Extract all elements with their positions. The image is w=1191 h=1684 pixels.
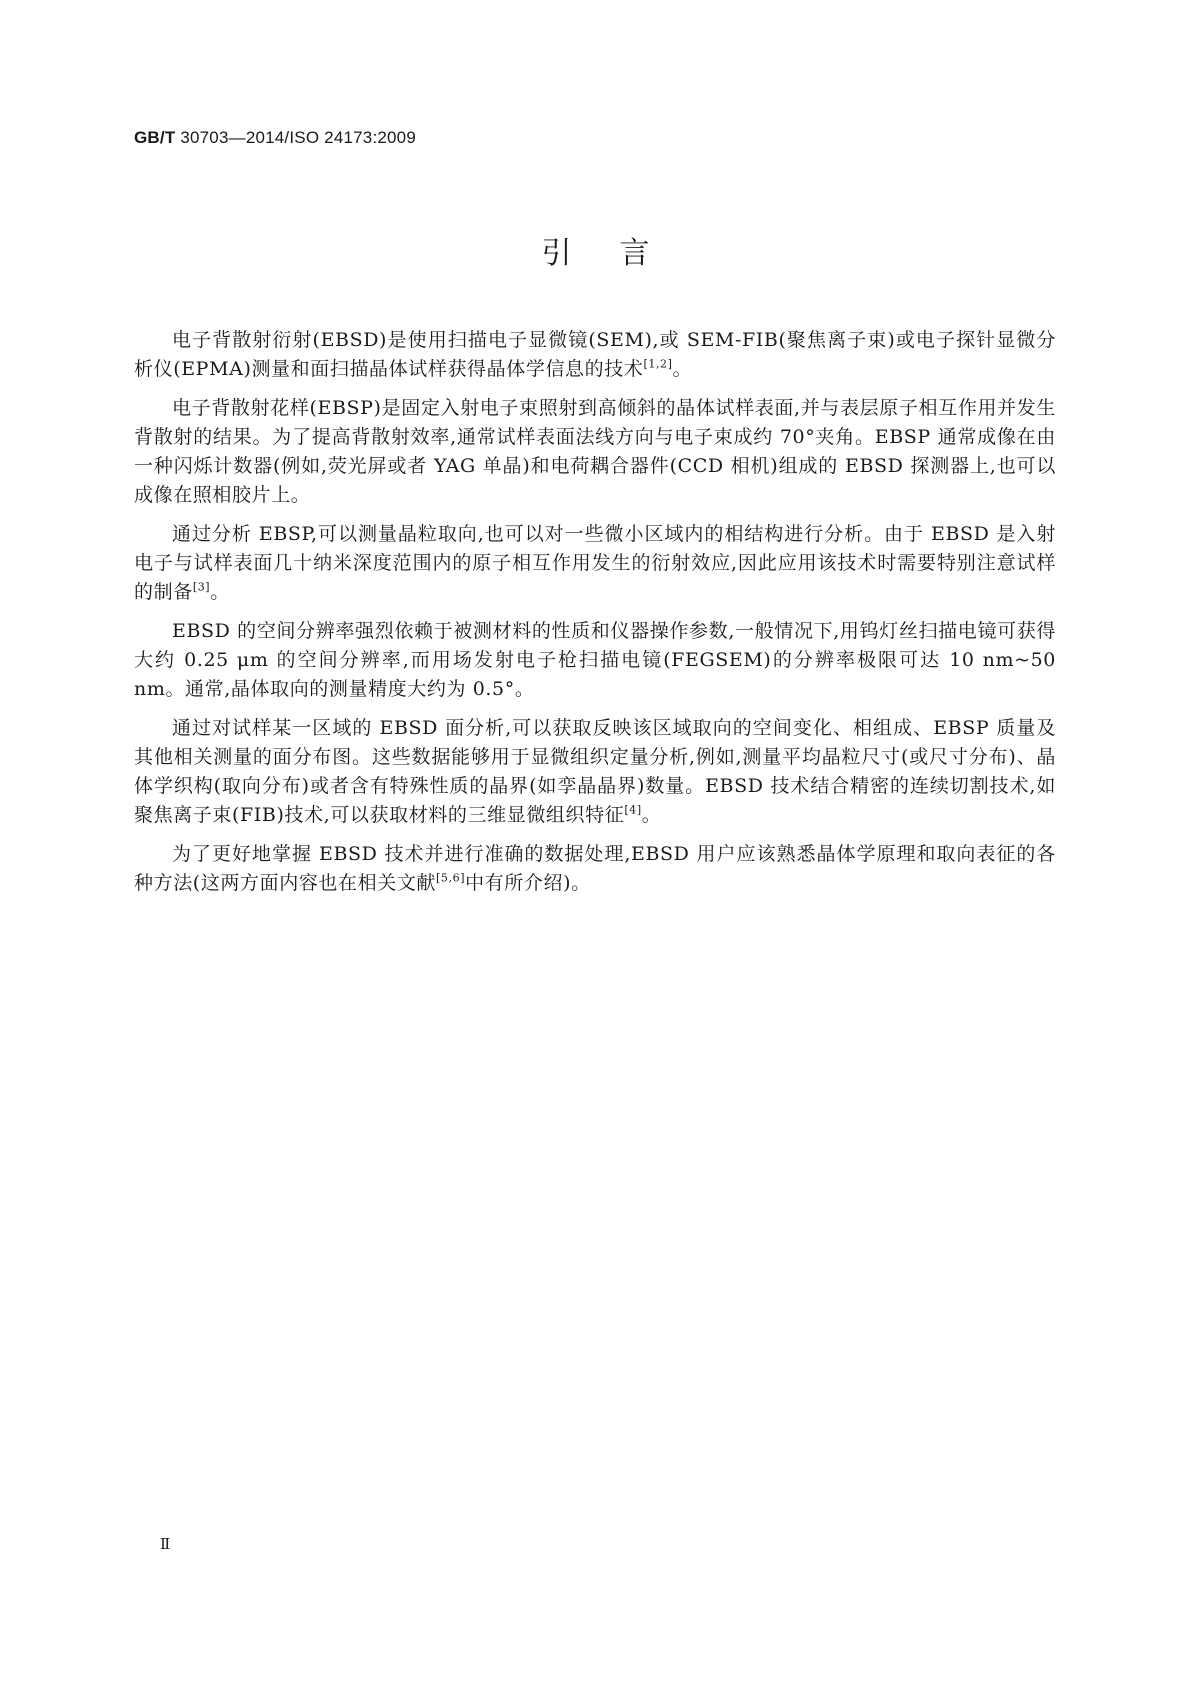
introduction-body <box>134 326 1056 908</box>
page-title: 引言 <box>541 236 698 271</box>
standard-number-rest: 30703—2014/ISO 24173:2009 <box>175 128 416 147</box>
paragraph <box>134 840 1056 898</box>
paragraph <box>134 714 1056 830</box>
paragraph-text: 通过分析 EBSP,可以测量晶粒取向,也可以对一些微小区域内的相结构进行分析。由于 EBSD 是入射电子与试样表面几十纳米深度范围内的原子相互作用发生的衍射效应,因此应用该技术时需要特别注意试样的制备 <box>134 523 1056 603</box>
paragraph-text: EBSD 的空间分辨率强烈依赖于被测材料的性质和仪器操作参数,一般情况下,用钨灯丝扫描电镜可获得大约 0.25 μm 的空间分辨率,而用场发射电子枪扫描电镜(FEGSEM)的分辨率极限可达 10 nm~50 nm。通常,晶体取向的测量精度大约为 0.5°。 <box>134 620 1056 700</box>
reference-citation: [3] <box>192 580 211 594</box>
paragraph <box>134 394 1056 510</box>
paragraph <box>134 520 1056 607</box>
standard-code: GB/T <box>134 128 176 147</box>
standard-number-header <box>134 128 416 148</box>
paragraph-text: 电子背散射花样(EBSP)是固定入射电子束照射到高倾斜的晶体试样表面,并与表层原子相互作用并发生背散射的结果。为了提高背散射效率,通常试样表面法线方向与电子束成约 70°夹角。EBSP 通常成像在由一种闪烁计数器(例如,荧光屏或者 YAG 单晶)和电荷耦合器件(CCD 相机)组成的 EBSD 探测器上,也可以成像在照相胶片上。 <box>134 397 1056 506</box>
paragraph-text: 通过对试样某一区域的 EBSD 面分析,可以获取反映该区域取向的空间变化、相组成、EBSP 质量及其他相关测量的面分布图。这些数据能够用于显微组织定量分析,例如,测量平均晶粒尺寸(或尺寸分布)、晶体学织构(取向分布)或者含有特殊性质的晶界(如孪晶晶界)数量。EBSD 技术结合精密的连续切割技术,如聚焦离子束(FIB)技术,可以获取材料的三维显微组织特征 <box>134 717 1056 826</box>
paragraph-tail: 。 <box>641 804 662 826</box>
reference-citation: [1,2] <box>643 357 673 371</box>
reference-citation: [5,6] <box>436 871 466 885</box>
paragraph-tail: 中有所介绍)。 <box>465 872 591 894</box>
paragraph-text: 电子背散射衍射(EBSD)是使用扫描电子显微镜(SEM),或 SEM-FIB(聚焦离子束)或电子探针显微分析仪(EPMA)测量和面扫描晶体试样获得晶体学信息的技术 <box>134 329 1056 380</box>
paragraph-tail: 。 <box>672 358 693 380</box>
paragraph-tail: 。 <box>210 581 230 603</box>
page-number: Ⅱ <box>160 1535 171 1553</box>
paragraph <box>134 326 1056 384</box>
reference-citation: [4] <box>624 803 642 817</box>
paragraph-text: 为了更好地掌握 EBSD 技术并进行准确的数据处理,EBSD 用户应该熟悉晶体学原理和取向表征的各种方法(这两方面内容也在相关文献 <box>134 843 1056 894</box>
paragraph <box>134 617 1056 704</box>
